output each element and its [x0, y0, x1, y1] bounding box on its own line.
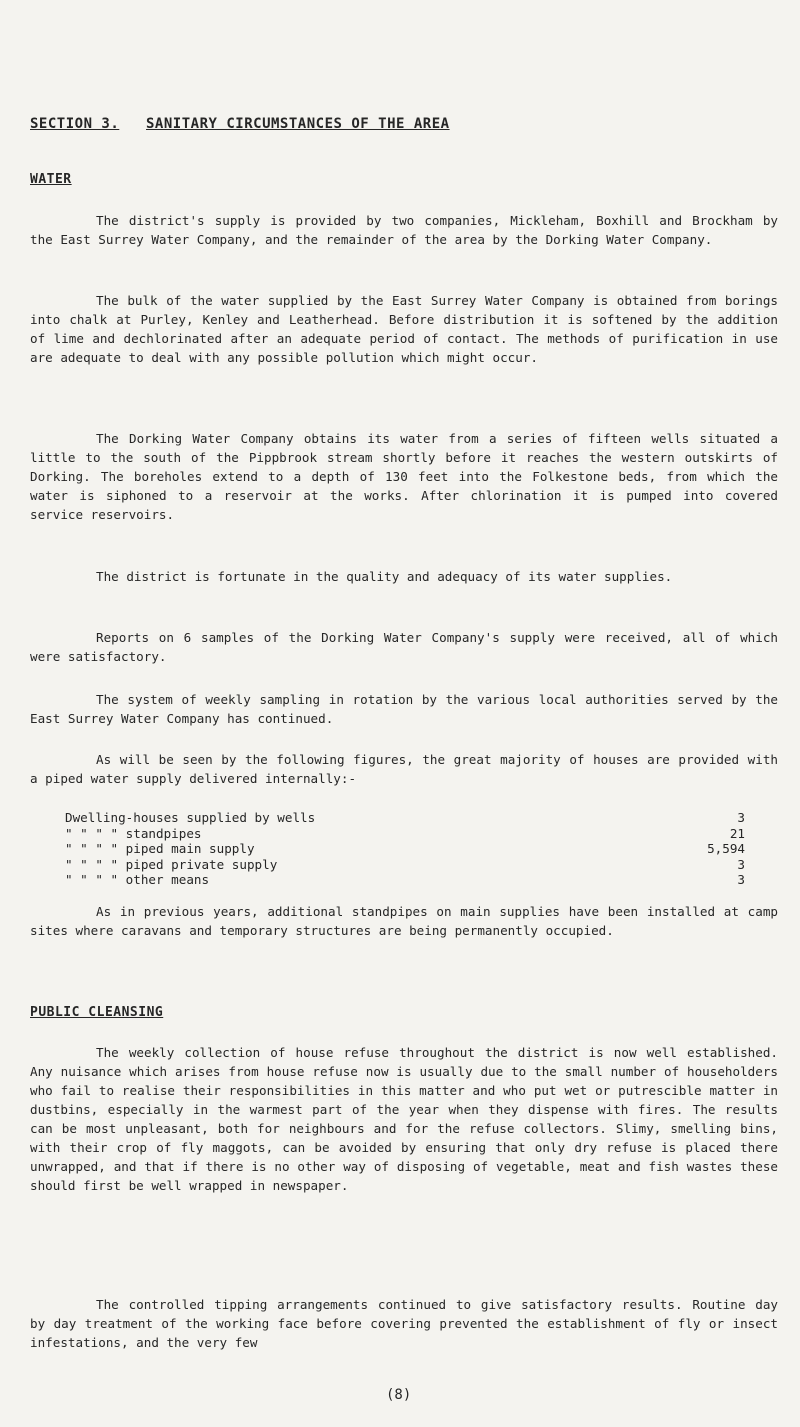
water-paragraph-4: The district is fortunate in the quality and adequacy of its water supplies. [96, 569, 673, 584]
row-value: 5,594 [707, 841, 745, 856]
section-header [30, 116, 450, 132]
table-row [65, 841, 745, 857]
row-value: 3 [737, 856, 745, 872]
table-row [65, 810, 745, 826]
table-row [65, 826, 745, 842]
water-supply-table [65, 810, 745, 888]
section-title: SANITARY CIRCUMSTANCES OF THE AREA [146, 116, 450, 132]
row-value: 21 [729, 825, 745, 841]
water-paragraph-5: Reports on 6 samples of the Dorking Water Company's supply were received, all of which were satisfactory. [30, 630, 778, 664]
water-paragraph-3: The Dorking Water Company obtains its water from a series of fifteen wells situated a little to the south of the Pippbrook stream shortly before it reaches the western outskirts of Dorking. The boreholes extend to a depth of 130 feet into the Folkestone beds, from which the water is siphoned to a reservoir at the works. After chlorination it is pumped into covered service reservoirs. [30, 431, 778, 522]
water-paragraph-2: The bulk of the water supplied by the East Surrey Water Company is obtained from borings into chalk at Purley, Kenley and Leatherhead. Before distribution it is softened by the addition of lime and dechlorinated after an adequate period of contact. The methods of purification in use are adequate to deal with any possible pollution which might occur. [30, 293, 778, 365]
water-paragraph-6: The system of weekly sampling in rotation by the various local authorities served by the East Surrey Water Company has continued. [30, 692, 778, 726]
row-value: 3 [737, 872, 745, 887]
row-label: " " " " piped private supply [65, 856, 278, 872]
row-label: " " " " other means [65, 872, 210, 887]
table-row [65, 872, 745, 888]
water-paragraph-7: As will be seen by the following figures, the great majority of houses are provided with a piped water supply delivered internally:- [30, 752, 778, 786]
table-row [65, 857, 745, 873]
section-number: SECTION 3. [30, 116, 120, 132]
row-label: " " " " piped main supply [65, 841, 255, 856]
cleansing-paragraph-2: The controlled tipping arrangements continued to give satisfactory results. Routine day by day treatment of the working face before covering prevented the establishment of fly or insect infestations, and the very few [30, 1297, 778, 1350]
row-value: 3 [737, 810, 745, 825]
water-paragraph-after-table: As in previous years, additional standpipes on main supplies have been installed at camp sites where caravans and temporary structures are being permanently occupied. [30, 904, 778, 938]
row-label: " " " " standpipes [65, 825, 202, 841]
cleansing-paragraph-1: The weekly collection of house refuse throughout the district is now well established. Any nuisance which arises from house refuse now is usually due to the small number of householders who fail to realise their responsibilities in this matter and who put wet or putrescible matter in dustbins, especially in the warmest part of the year when they dispense with fires. The results can be most unpleasant, both for neighbours and for the refuse collectors. Slimy, smelling bins, with their crop of fly maggots, can be avoided by ensuring that only dry refuse is placed there unwrapped, and that if there is no other way of disposing of vegetable, meat and fish wastes these should first be well wrapped in newspaper. [30, 1045, 778, 1193]
water-heading: WATER [30, 172, 72, 187]
page-number: (8) [386, 1387, 412, 1403]
row-label: Dwelling-houses supplied by wells [65, 810, 316, 825]
water-paragraph-1: The district's supply is provided by two companies, Mickleham, Boxhill and Brockham by the East Surrey Water Company, and the remainder of the area by the Dorking Water Company. [30, 213, 778, 247]
public-cleansing-heading: PUBLIC CLEANSING [30, 1005, 164, 1020]
